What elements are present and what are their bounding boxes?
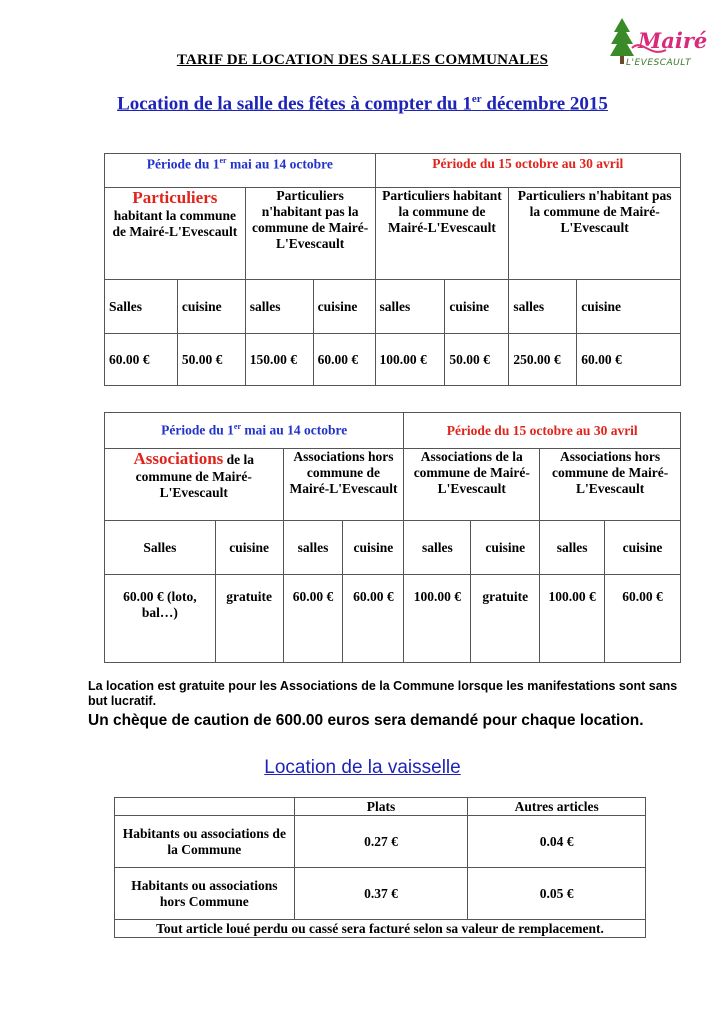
period1-sup: er	[219, 156, 227, 165]
category-label-red: Particuliers	[132, 188, 218, 207]
col-header: cuisine	[177, 280, 245, 334]
col-header: cuisine	[445, 280, 509, 334]
page-title: TARIF DE LOCATION DES SALLES COMMUNALES	[176, 52, 549, 68]
category-particuliers-non-habitant: Particuliers n'habitant pas la commune de Mairé-L'Evescault	[245, 188, 375, 280]
period1-text-b: mai au 14 octobre	[226, 156, 333, 172]
category-associations-hors-commune-2: Associations hors commune de Mairé-L'Evescault	[540, 449, 681, 521]
col-header: salles	[375, 280, 445, 334]
col-header: Salles	[105, 280, 178, 334]
category-label-red: Associations	[133, 449, 224, 468]
category-associations-hors-commune: Associations hors commune de Mairé-L'Evescault	[283, 449, 404, 521]
col-header: cuisine	[215, 521, 283, 575]
period1-text-a: Période du 1	[161, 422, 234, 438]
price-cell: 60.00 €	[283, 575, 343, 663]
price-cell: 100.00 €	[404, 575, 471, 663]
price-cell: gratuite	[471, 575, 540, 663]
vaisselle-title: Location de la vaisselle	[264, 757, 461, 778]
row-label: Habitants ou associations de la Commune	[115, 816, 295, 868]
col-header: salles	[404, 521, 471, 575]
col-header: salles	[283, 521, 343, 575]
tarif-table-associations	[104, 412, 681, 663]
category-particuliers-non-habitant-2: Particuliers n'habitant pas la commune de Mairé-L'Evescault	[509, 188, 681, 280]
price-cell: 60.00 €	[105, 334, 178, 386]
price-plats: 0.37 €	[294, 868, 468, 920]
category-associations-commune-2: Associations de la commune de Mairé-L'Evescault	[404, 449, 540, 521]
category-label-rest: de la commune de Mairé-L'Evescault	[135, 452, 255, 500]
price-cell: 60.00 €	[343, 575, 404, 663]
period1-header	[105, 413, 404, 449]
price-cell: 60.00 €	[605, 575, 681, 663]
price-cell: 60.00 €	[313, 334, 375, 386]
category-label-rest: habitant la commune de Mairé-L'Evescault	[112, 208, 238, 239]
col-header: cuisine	[471, 521, 540, 575]
price-autres: 0.04 €	[468, 816, 646, 868]
col-header-autres: Autres articles	[468, 798, 646, 816]
subtitle-suffix: décembre 2015	[481, 93, 608, 115]
subtitle-sup: er	[471, 93, 482, 105]
vaisselle-table	[114, 797, 646, 938]
price-cell: 50.00 €	[177, 334, 245, 386]
col-header: salles	[245, 280, 313, 334]
category-associations-commune	[105, 449, 284, 521]
col-header-plats: Plats	[294, 798, 468, 816]
price-autres: 0.05 €	[468, 868, 646, 920]
price-cell: 100.00 €	[375, 334, 445, 386]
price-cell: 60.00 €	[577, 334, 681, 386]
logo-text-main: Mairé	[638, 28, 708, 53]
row-label: Habitants ou associations hors Commune	[115, 868, 295, 920]
subtitle-prefix: Location de la salle des fêtes à compter du 1	[117, 93, 472, 115]
note-caution: Un chèque de caution de 600.00 euros sera demandé pour chaque location.	[88, 712, 644, 729]
note-gratuite: La location est gratuite pour les Associations de la Commune lorsque les manifestations sont sans but lucratif.	[88, 679, 678, 708]
col-header: Salles	[105, 521, 216, 575]
period1-text-b: mai au 14 octobre	[241, 422, 348, 438]
category-particuliers-habitant	[105, 188, 246, 280]
page-subtitle	[0, 93, 725, 115]
price-cell: 60.00 € (loto, bal…)	[105, 575, 216, 663]
col-header: cuisine	[313, 280, 375, 334]
period1-header	[105, 154, 376, 188]
price-cell: 250.00 €	[509, 334, 577, 386]
category-particuliers-habitant-2: Particuliers habitant la commune de Mairé-L'Evescault	[375, 188, 509, 280]
col-header: cuisine	[605, 521, 681, 575]
vaisselle-footer: Tout article loué perdu ou cassé sera facturé selon sa valeur de remplacement.	[115, 920, 646, 938]
period2-header: Période du 15 octobre au 30 avril	[375, 154, 680, 188]
price-cell: gratuite	[215, 575, 283, 663]
price-cell: 150.00 €	[245, 334, 313, 386]
price-cell: 100.00 €	[540, 575, 605, 663]
period1-sup: er	[233, 422, 241, 432]
vaisselle-corner	[115, 798, 295, 816]
col-header: salles	[540, 521, 605, 575]
tarif-table-particuliers	[104, 153, 681, 386]
period2-header: Période du 15 octobre au 30 avril	[404, 413, 681, 449]
col-header: cuisine	[343, 521, 404, 575]
col-header: cuisine	[577, 280, 681, 334]
col-header: salles	[509, 280, 577, 334]
price-cell: 50.00 €	[445, 334, 509, 386]
price-plats: 0.27 €	[294, 816, 468, 868]
logo-text-sub: L'EVESCAULT	[626, 58, 692, 68]
period1-text-a: Période du 1	[146, 156, 220, 172]
